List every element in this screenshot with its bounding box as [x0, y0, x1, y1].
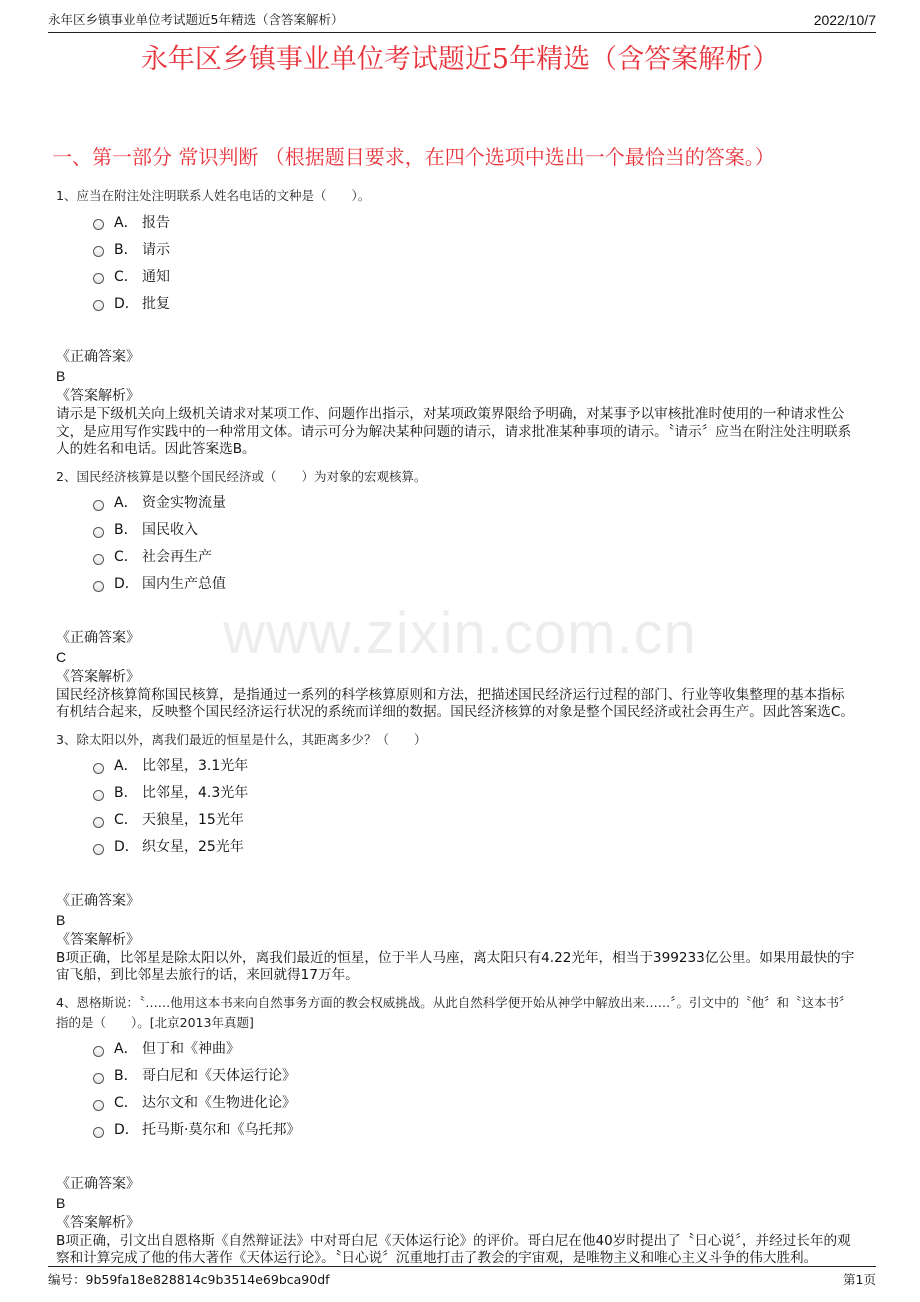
- option-letter: C．: [114, 549, 138, 565]
- analysis-text: B项正确，比邻星是除太阳以外，离我们最近的恒星，位于半人马座，离太阳只有4.22光年，相当于399233亿公里。如果用最快的宇宙飞船，到比邻星去旅行的话，来回就得17万年。: [56, 949, 855, 983]
- option-item[interactable]: [93, 752, 856, 779]
- analysis-label: 《答案解析》: [56, 931, 140, 948]
- radio-button-icon[interactable]: [93, 246, 104, 257]
- option-text: 达尔文和《生物进化论》: [142, 1095, 296, 1111]
- radio-button-icon[interactable]: [93, 1046, 104, 1057]
- option-item[interactable]: [93, 806, 856, 833]
- option-text: 报告: [142, 214, 170, 231]
- option-item[interactable]: [93, 1035, 856, 1062]
- footer-page-number: 第1页: [843, 1272, 876, 1287]
- radio-button-icon[interactable]: [93, 790, 104, 801]
- radio-button-icon[interactable]: [93, 581, 104, 592]
- answer-label: 《正确答案》: [56, 349, 140, 365]
- option-letter: B．: [114, 522, 138, 538]
- radio-button-icon[interactable]: [93, 554, 104, 565]
- option-text: 通知: [142, 268, 170, 285]
- option-letter: C．: [114, 268, 138, 285]
- radio-button-icon[interactable]: [93, 500, 104, 511]
- option-letter: D．: [114, 576, 139, 592]
- option-letter: A．: [114, 758, 138, 774]
- question-stem: 4、恩格斯说：〝……他用这本书来向自然事务方面的教会权威挑战。从此自然科学便开始从神学中解放出来……〞。引文中的〝他〞和〝这本书〞指的是（ ）。[北京2013年真题]: [56, 994, 852, 1030]
- option-letter: A．: [114, 214, 138, 231]
- answer-value: B: [56, 911, 66, 928]
- answer-value: B: [56, 368, 66, 384]
- option-item[interactable]: [93, 262, 856, 289]
- page-footer: [48, 1266, 876, 1287]
- option-text: 社会再生产: [142, 549, 212, 565]
- answer-value: B: [56, 1194, 66, 1211]
- question-stem: 1、应当在附注处注明联系人姓名电话的文种是（ ）。: [56, 188, 371, 203]
- watermark: www.zixin.com.cn: [223, 601, 697, 666]
- option-text: 国民收入: [142, 522, 198, 538]
- radio-button-icon[interactable]: [93, 219, 104, 230]
- option-text: 哥白尼和《天体运行论》: [142, 1068, 296, 1084]
- option-letter: B．: [114, 1068, 138, 1084]
- option-list: [93, 489, 856, 597]
- option-item[interactable]: [93, 1116, 856, 1143]
- option-item[interactable]: [93, 489, 856, 516]
- option-item[interactable]: [93, 570, 856, 597]
- analysis-label: 《答案解析》: [56, 1214, 140, 1231]
- option-item[interactable]: [93, 779, 856, 806]
- option-text: 请示: [142, 241, 170, 258]
- section-heading: 一、第一部分 常识判断 （根据题目要求，在四个选项中选出一个最恰当的答案。）: [52, 145, 775, 169]
- analysis-text: B项正确，引文出自恩格斯《自然辩证法》中对哥白尼《天体运行论》的评价。哥白尼在他40岁时提出了〝日心说〞，并经过长年的观察和计算完成了他的伟大著作《天体运行论》。〝日心说〞沉重地打击了教会的宇宙观，是唯物主义和唯心主义斗争的伟大胜利。: [56, 1232, 851, 1266]
- option-letter: D．: [114, 1122, 139, 1138]
- option-item[interactable]: [93, 516, 856, 543]
- question-stem: 3、除太阳以外，离我们最近的恒星是什么，其距离多少？（ ）: [56, 731, 427, 747]
- option-text: 资金实物流量: [142, 495, 226, 511]
- radio-button-icon[interactable]: [93, 273, 104, 284]
- answer-value: C: [56, 648, 67, 665]
- radio-button-icon[interactable]: [93, 1073, 104, 1084]
- option-letter: C．: [114, 1095, 138, 1111]
- option-letter: B．: [114, 785, 138, 801]
- option-item[interactable]: [93, 208, 856, 235]
- page-header: [48, 10, 876, 33]
- option-item[interactable]: [93, 833, 856, 860]
- option-text: 托马斯·莫尔和《乌托邦》: [142, 1122, 301, 1138]
- option-list: [93, 752, 856, 860]
- option-text: 批复: [142, 295, 170, 312]
- question-stem: 2、国民经济核算是以整个国民经济或（ ）为对象的宏观核算。: [56, 468, 427, 484]
- footer-doc-id: 编号：9b59fa18e828814c9b3514e69bca90df: [48, 1272, 330, 1287]
- question-block: [56, 467, 856, 722]
- option-text: 织女星，25光年: [142, 839, 244, 855]
- option-text: 但丁和《神曲》: [142, 1041, 240, 1057]
- question-block: [56, 186, 856, 459]
- radio-button-icon[interactable]: [93, 763, 104, 774]
- option-text: 国内生产总值: [142, 576, 226, 592]
- option-list: [93, 208, 856, 316]
- radio-button-icon[interactable]: [93, 1127, 104, 1138]
- option-item[interactable]: [93, 543, 856, 570]
- radio-button-icon[interactable]: [93, 527, 104, 538]
- option-letter: D．: [114, 295, 139, 312]
- document-title: 永年区乡镇事业单位考试题近5年精选（含答案解析）: [140, 44, 780, 75]
- question-list: [56, 186, 856, 1276]
- option-text: 比邻星，4.3光年: [142, 785, 249, 801]
- radio-button-icon[interactable]: [93, 1100, 104, 1111]
- answer-label: 《正确答案》: [56, 892, 140, 909]
- option-item[interactable]: [93, 289, 856, 316]
- option-letter: C．: [114, 812, 138, 828]
- question-block: [56, 730, 856, 985]
- analysis-label: 《答案解析》: [56, 668, 140, 685]
- analysis-text: 请示是下级机关向上级机关请求对某项工作、问题作出指示，对某项政策界限给予明确，对某事予以审核批准时使用的一种请求性公文，是应用写作实践中的一种常用文体。请示可分为解决某种问题的请示，请求批准某种事项的请示。〝请示〞应当在附注处注明联系人的姓名和电话。因此答案选B。: [56, 406, 852, 457]
- radio-button-icon[interactable]: [93, 300, 104, 311]
- answer-label: 《正确答案》: [56, 629, 140, 646]
- option-item[interactable]: [93, 1062, 856, 1089]
- option-list: [93, 1035, 856, 1143]
- option-letter: A．: [114, 1041, 138, 1057]
- radio-button-icon[interactable]: [93, 817, 104, 828]
- header-date: 2022/10/7: [813, 12, 876, 28]
- answer-label: 《正确答案》: [56, 1175, 140, 1192]
- option-letter: D．: [114, 839, 139, 855]
- option-text: 天狼星，15光年: [142, 812, 244, 828]
- header-doc-title: 永年区乡镇事业单位考试题近5年精选（含答案解析）: [48, 12, 344, 27]
- question-block: [56, 993, 856, 1268]
- analysis-label: 《答案解析》: [56, 388, 140, 404]
- radio-button-icon[interactable]: [93, 844, 104, 855]
- option-letter: A．: [114, 495, 138, 511]
- analysis-text: 国民经济核算简称国民核算，是指通过一系列的科学核算原则和方法，把描述国民经济运行过程的部门、行业等收集整理的基本指标有机结合起来，反映整个国民经济运行状况的系统而详细的数据。国民经济核算的对象是整个国民经济或社会再生产。因此答案选C。: [56, 686, 854, 720]
- option-text: 比邻星，3.1光年: [142, 758, 249, 774]
- option-letter: B．: [114, 241, 138, 258]
- option-item[interactable]: [93, 1089, 856, 1116]
- option-item[interactable]: [93, 235, 856, 262]
